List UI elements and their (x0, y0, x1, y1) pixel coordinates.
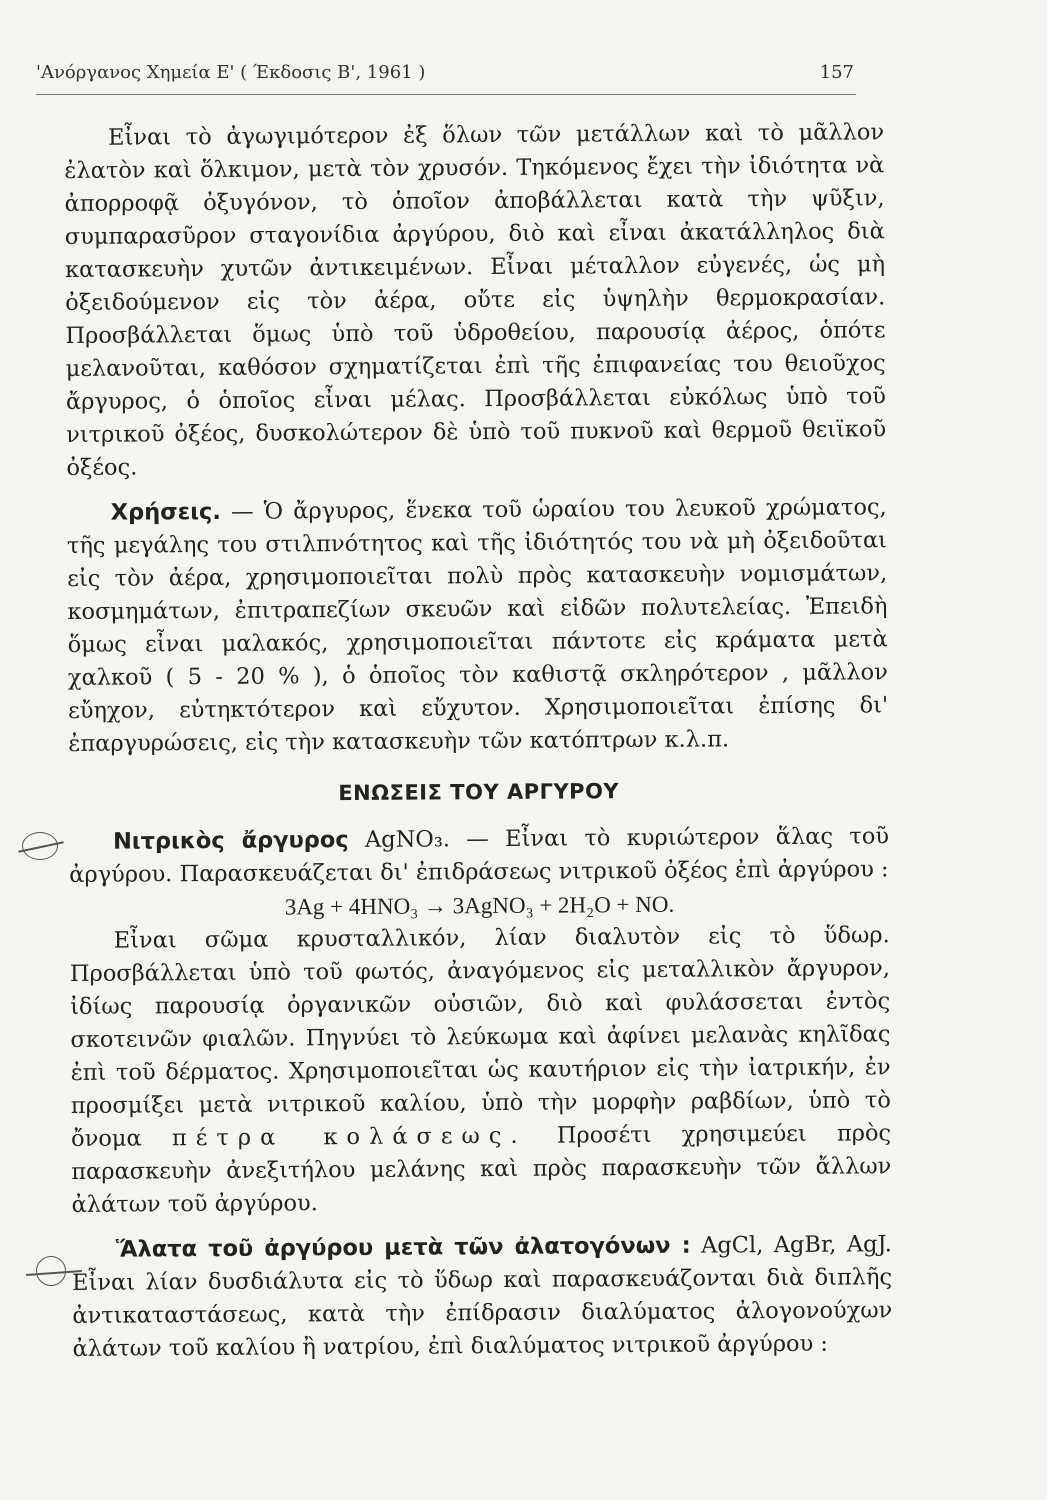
silver-nitrate-formula: AgNO₃. (364, 826, 451, 853)
silver-nitrate-text: — Εἶναι τὸ κυριώτερον ἅλας τοῦ ἀργύρου. Παρασκευάζεται δι' ἐπιδράσεως νιτρικοῦ ὀξέος ἐπὶ ἀργύρου : (69, 823, 890, 888)
paragraph-properties: Εἶναι τὸ ἀγωγιμότερον ἐξ ὅλων τῶν μετάλλων καὶ τὸ μᾶλλον ἐλατὸν καὶ ὅλκιμον, μετὰ τὸν χρυσόν. Τηκόμενος ἔχει τὴν ἰδιότητα νὰ ἀπορροφᾷ ὀξυγόνον, τὸ ὁποῖον ἀποβάλλεται κατὰ τὴν ψῦξιν, συμπαρασῦρον σταγονίδια ἀργύρου, διὸ καὶ εἶναι ἀκατάλληλος διὰ κατασκευὴν χυτῶν ἀντικειμένων. Εἶναι μέταλλον εὐγενές, ὡς μὴ ὀξειδούμενον εἰς τὸν ἀέρα, οὔτε εἰς ὑψηλὴν θερμοκρασίαν. Προσβάλλεται ὅμως ὑπὸ τοῦ ὑδροθείου, παρουσίᾳ ἀέρος, ὁπότε μελανοῦται, καθόσον σχηματίζεται ἐπὶ τῆς ἐπιφανείας του θειοῦχος ἄργυρος, ὁ ὁποῖος εἶναι μέλας. Προσβάλλεται εὐκόλως ὑπὸ τοῦ νιτρικοῦ ὀξέος, δυσκολώτερον δὲ ὑπὸ τοῦ πυκνοῦ καὶ θερμοῦ θειϊκοῦ ὀξέος. (64, 119, 887, 481)
spaced-term: πέτρα κολάσεως. (171, 1122, 527, 1152)
header-title: 'Ανόργανος Χημεία Ε' ( Έκδοσις Β', 1961 ) (36, 62, 426, 83)
paragraph-nitrate-properties (70, 919, 892, 1222)
page-body (64, 116, 893, 1366)
page-number: 157 (819, 62, 854, 83)
paragraph-uses (67, 491, 889, 761)
nitrate-properties-text: Εἶναι σῶμα κρυσταλλικόν, λίαν διαλυτὸν εἰς τὸ ὕδωρ. Προσβάλλεται ὑπὸ τοῦ φωτός, ἀναγόμενος εἰς μεταλλικὸν ἄργυρον, ἰδίως παρουσίᾳ ὀργανικῶν οὐσιῶν, διὸ καὶ φυλάσσεται ἐντὸς σκοτεινῶν φιαλῶν. Πηγνύει τὸ λεύκωμα καὶ ἀφίνει μελανὰς κηλῖδας ἐπὶ τοῦ δέρματος. Χρησιμοποιεῖται ὡς καυτήριον εἰς τὴν ἰατρικήν, ἐν προσμίξει μετὰ νιτρικοῦ καλίου, ὑπὸ τὴν μορφὴν ραβδίων, ὑπὸ τὸ ὄνομα (69, 922, 891, 1152)
paragraph-halides (72, 1228, 893, 1366)
halides-lead: Ἅλατα τοῦ ἀργύρου μετὰ τῶν ἀλατογόνων : (115, 1232, 691, 1263)
uses-text: — Ὁ ἄργυρος, ἕνεκα τοῦ ὡραίου του λευκοῦ χρώματος, τῆς μεγάλης του στιλπνότητος καὶ τῆς ἰδιότητός του νὰ μὴ ὀξειδοῦται εἰς τὸν ἀέρα, χρησιμοποιεῖται πολὺ πρὸς κατασκευὴν νομισμάτων, κοσμημάτων, ἐπιτραπεζίων σκευῶν καὶ εἰδῶν πολυτελείας. Ἐπειδὴ ὅμως εἶναι μαλακός, χρησιμοποιεῖται πάντοτε εἰς κράματα μετὰ χαλκοῦ ( 5 - 20 % ), ὁ ὁποῖος τὸν καθιστᾷ σκληρότερον , μᾶλλον εὔηχον, εὐτηκτότερον καὶ εὔχυτον. Χρησιμοποιεῖται ἐπίσης δι' ἐπαργυρώσεις, εἰς τὴν κατασκευὴν τῶν κατόπτρων κ.λ.π. (66, 494, 889, 757)
nitrate-properties-text-2: Προσέτι χρησιμεύει πρὸς παρασκευὴν ἀνεξιτήλου μελάνης καὶ πρὸς παρασκευὴν τῶν ἄλλων ἀλάτων τοῦ ἀργύρου. (71, 1120, 892, 1218)
paragraph-silver-nitrate (69, 820, 889, 892)
uses-lead: Χρήσεις. (110, 498, 221, 526)
silver-nitrate-lead: Νιτρικὸς ἄργυρος (112, 827, 349, 855)
chemical-equation: 3Ag + 4HNO₃ → 3AgNO₃ + 2H₂O + NO. (284, 891, 675, 920)
running-header (36, 62, 854, 83)
header-rule (36, 94, 856, 95)
section-heading: ΕΝΩΣΕΙΣ ΤΟΥ ΑΡΓΥΡΟΥ (338, 779, 620, 806)
halides-text: AgCl, AgBr, AgJ. Εἶναι λίαν δυσδιάλυτα εἰς τὸ ὕδωρ καὶ παρασκευάζονται διὰ διπλῆς ἀντικαταστάσεως, κατὰ τὴν ἐπίδρασιν διαλύματος ἀλογονούχων ἀλάτων τοῦ καλίου ἢ νατρίου, ἐπὶ διαλύματος νιτρικοῦ ἀργύρου : (72, 1231, 893, 1362)
